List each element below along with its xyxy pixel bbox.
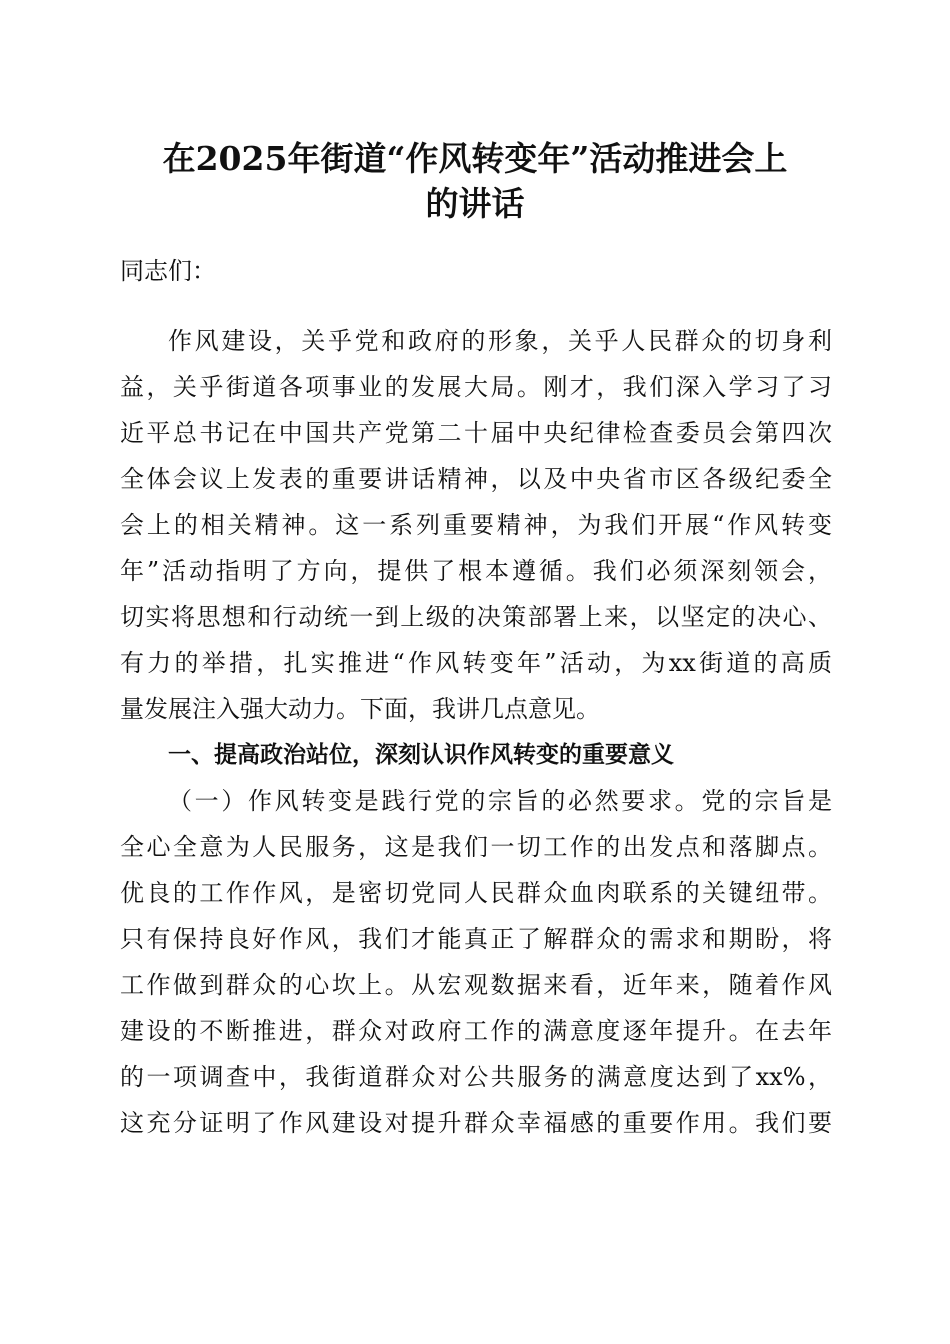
section-line: （一）作风转变是践行党的宗旨的必然要求。党的宗旨是 — [168, 787, 832, 815]
intro-line: 益，关乎街道各项事业的发展大局。刚才，我们深入学习了习 — [120, 373, 832, 401]
intro-line: 量发展注入强大动力。下面，我讲几点意见。 — [120, 695, 600, 723]
section-line: 优良的工作作风，是密切党同人民群众血肉联系的关键纽带。 — [120, 879, 832, 907]
intro-line: 近平总书记在中国共产党第二十届中央纪律检查委员会第四次 — [120, 419, 832, 447]
intro-line: 全体会议上发表的重要讲话精神，以及中央省市区各级纪委全 — [120, 465, 832, 493]
title-line-2: 的讲话 — [425, 184, 525, 223]
section-line: 这充分证明了作风建设对提升群众幸福感的重要作用。我们要 — [120, 1109, 832, 1137]
section-heading: 一、提高政治站位，深刻认识作风转变的重要意义 — [168, 742, 674, 768]
section-line: 全心全意为人民服务，这是我们一切工作的出发点和落脚点。 — [120, 833, 832, 861]
intro-line: 会上的相关精神。这一系列重要精神，为我们开展“作风转变 — [120, 511, 832, 539]
intro-line: 有力的举措，扎实推进“作风转变年”活动，为xx街道的高质 — [120, 649, 832, 677]
intro-line: 年”活动指明了方向，提供了根本遵循。我们必须深刻领会， — [120, 557, 832, 585]
section-line: 的一项调查中，我街道群众对公共服务的满意度达到了xx%， — [120, 1063, 832, 1091]
intro-line: 切实将思想和行动统一到上级的决策部署上来，以坚定的决心、 — [120, 603, 832, 631]
section-line: 工作做到群众的心坎上。从宏观数据来看，近年来，随着作风 — [120, 971, 832, 999]
title-line-1: 在2025年街道“作风转变年”活动推进会上 — [162, 139, 788, 178]
section-line: 建设的不断推进，群众对政府工作的满意度逐年提升。在去年 — [120, 1017, 832, 1045]
document-title — [100, 136, 850, 226]
intro-line: 作风建设，关乎党和政府的形象，关乎人民群众的切身利 — [168, 327, 832, 355]
section-line: 只有保持良好作风，我们才能真正了解群众的需求和期盼，将 — [120, 925, 832, 953]
salutation: 同志们： — [120, 257, 216, 285]
